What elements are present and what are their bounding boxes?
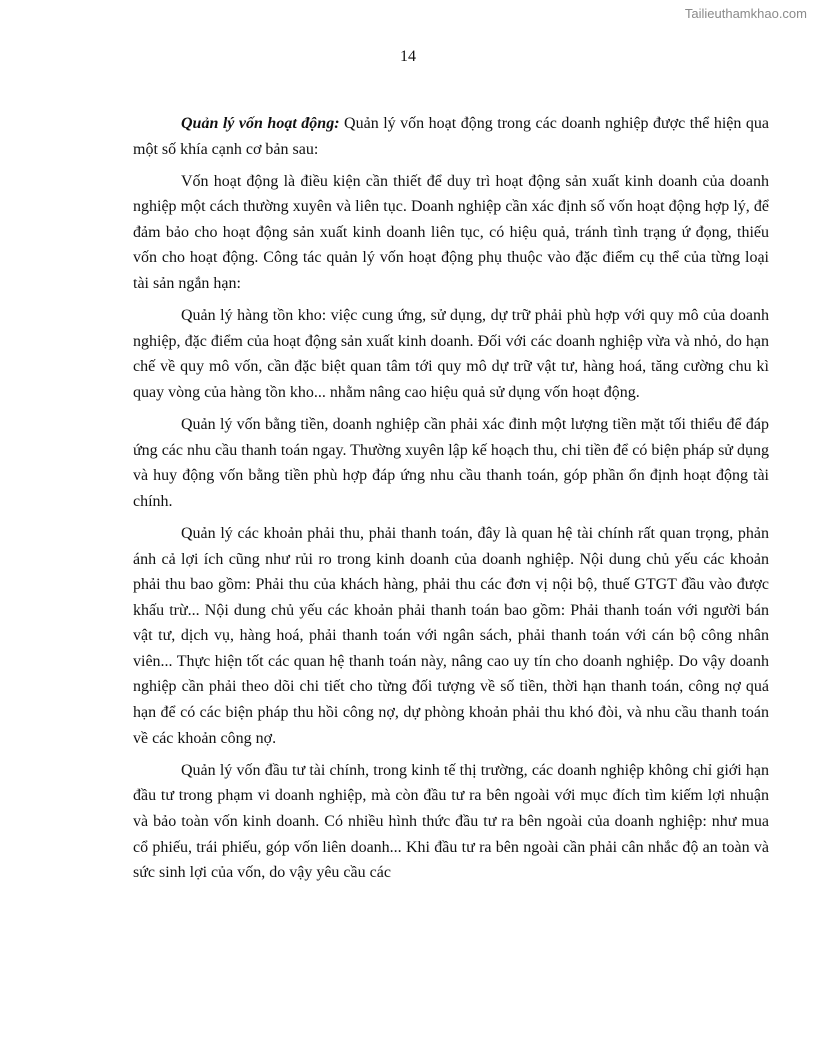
paragraph-4: Quản lý vốn bằng tiền, doanh nghiệp cần phải xác đinh một lượng tiền mặt tối thiểu để đáp ứng các nhu cầu thanh toán ngay. Thường xuyên lập kế hoạch thu, chi tiền để có biện pháp sử dụng và huy động vốn bằng tiền phù hợp đáp ứng nhu cầu thanh toán, góp phần ổn định hoạt động tài chính.: [133, 416, 769, 510]
paragraph-text: Quản lý vốn hoạt động trong các doanh nghiệp được thể hiện qua một số khía cạnh cơ bản sau:: [133, 115, 770, 158]
paragraph-5: Quản lý các khoản phải thu, phải thanh toán, đây là quan hệ tài chính rất quan trọng, phản ánh cả lợi ích cũng như rủi ro trong kinh doanh của doanh nghiệp. Nội dung chủ yếu các khoản phải thu bao gồm: Phải thu của khách hàng, phải thu các đơn vị nội bộ, thuế GTGT đầu vào được khấu trừ... Nội dung chủ yếu các khoản phải thanh toán bao gồm: Phải thanh toán với người bán vật tư, dịch vụ, hàng hoá, phải thanh toán với ngân sách, phải thanh toán với cán bộ công nhân viên... Thực hiện tốt các quan hệ thanh toán này, nâng cao uy tín cho doanh nghiệp. Do vậy doanh nghiệp cần phải theo dõi chi tiết cho từng đối tượng về số tiền, thời hạn thanh toán, công nợ quá hạn để có các biện pháp thu hồi công nợ, dự phòng khoản phải thu khó đòi, và nhu cầu thanh toán về các khoản công nợ.: [133, 524, 769, 747]
page-number: 14: [400, 48, 416, 65]
paragraph-2: Vốn hoạt động là điều kiện cần thiết để duy trì hoạt động sản xuất kinh doanh của doanh nghiệp một cách thường xuyên và liên tục. Doanh nghiệp cần xác định số vốn hoạt động hợp lý, để đảm bảo cho hoạt động sản xuất kinh doanh liên tục, có hiệu quả, tránh tình trạng ứ đọng, thiếu vốn cho hoạt động. Công tác quản lý vốn hoạt động phụ thuộc vào đặc điểm cụ thể của từng loại tài sản ngắn hạn:: [133, 172, 769, 293]
paragraph-6: Quản lý vốn đầu tư tài chính, trong kinh tế thị trường, các doanh nghiệp không chỉ giới hạn đầu tư trong phạm vi doanh nghiệp, mà còn đầu tư ra bên ngoài với mục đích tìm kiếm lợi nhuận và bảo toàn vốn kinh doanh. Có nhiều hình thức đầu tư ra bên ngoài của doanh nghiệp: như mua cổ phiếu, trái phiếu, góp vốn liên doanh... Khi đầu tư ra bên ngoài cần phải cân nhắc độ an toàn và sức sinh lợi của vốn, do vậy yêu cầu các: [133, 761, 769, 882]
paragraph-1: [133, 111, 769, 162]
paragraph-3: Quản lý hàng tồn kho: việc cung ứng, sử dụng, dự trữ phải phù hợp với quy mô của doanh nghiệp, đặc điểm của hoạt động sản xuất kinh doanh. Đối với các doanh nghiệp vừa và nhỏ, do hạn chế về quy mô vốn, cần đặc biệt quan tâm tới quy mô dự trữ vật tư, hàng hoá, tăng cường chu kì quay vòng của hàng tồn kho... nhằm nâng cao hiệu quả sử dụng vốn hoạt động.: [133, 307, 769, 401]
document-body: [133, 111, 769, 892]
paragraph-lead: Quản lý vốn hoạt động:: [181, 115, 340, 132]
watermark: Tailieuthamkhao.com: [684, 6, 807, 21]
